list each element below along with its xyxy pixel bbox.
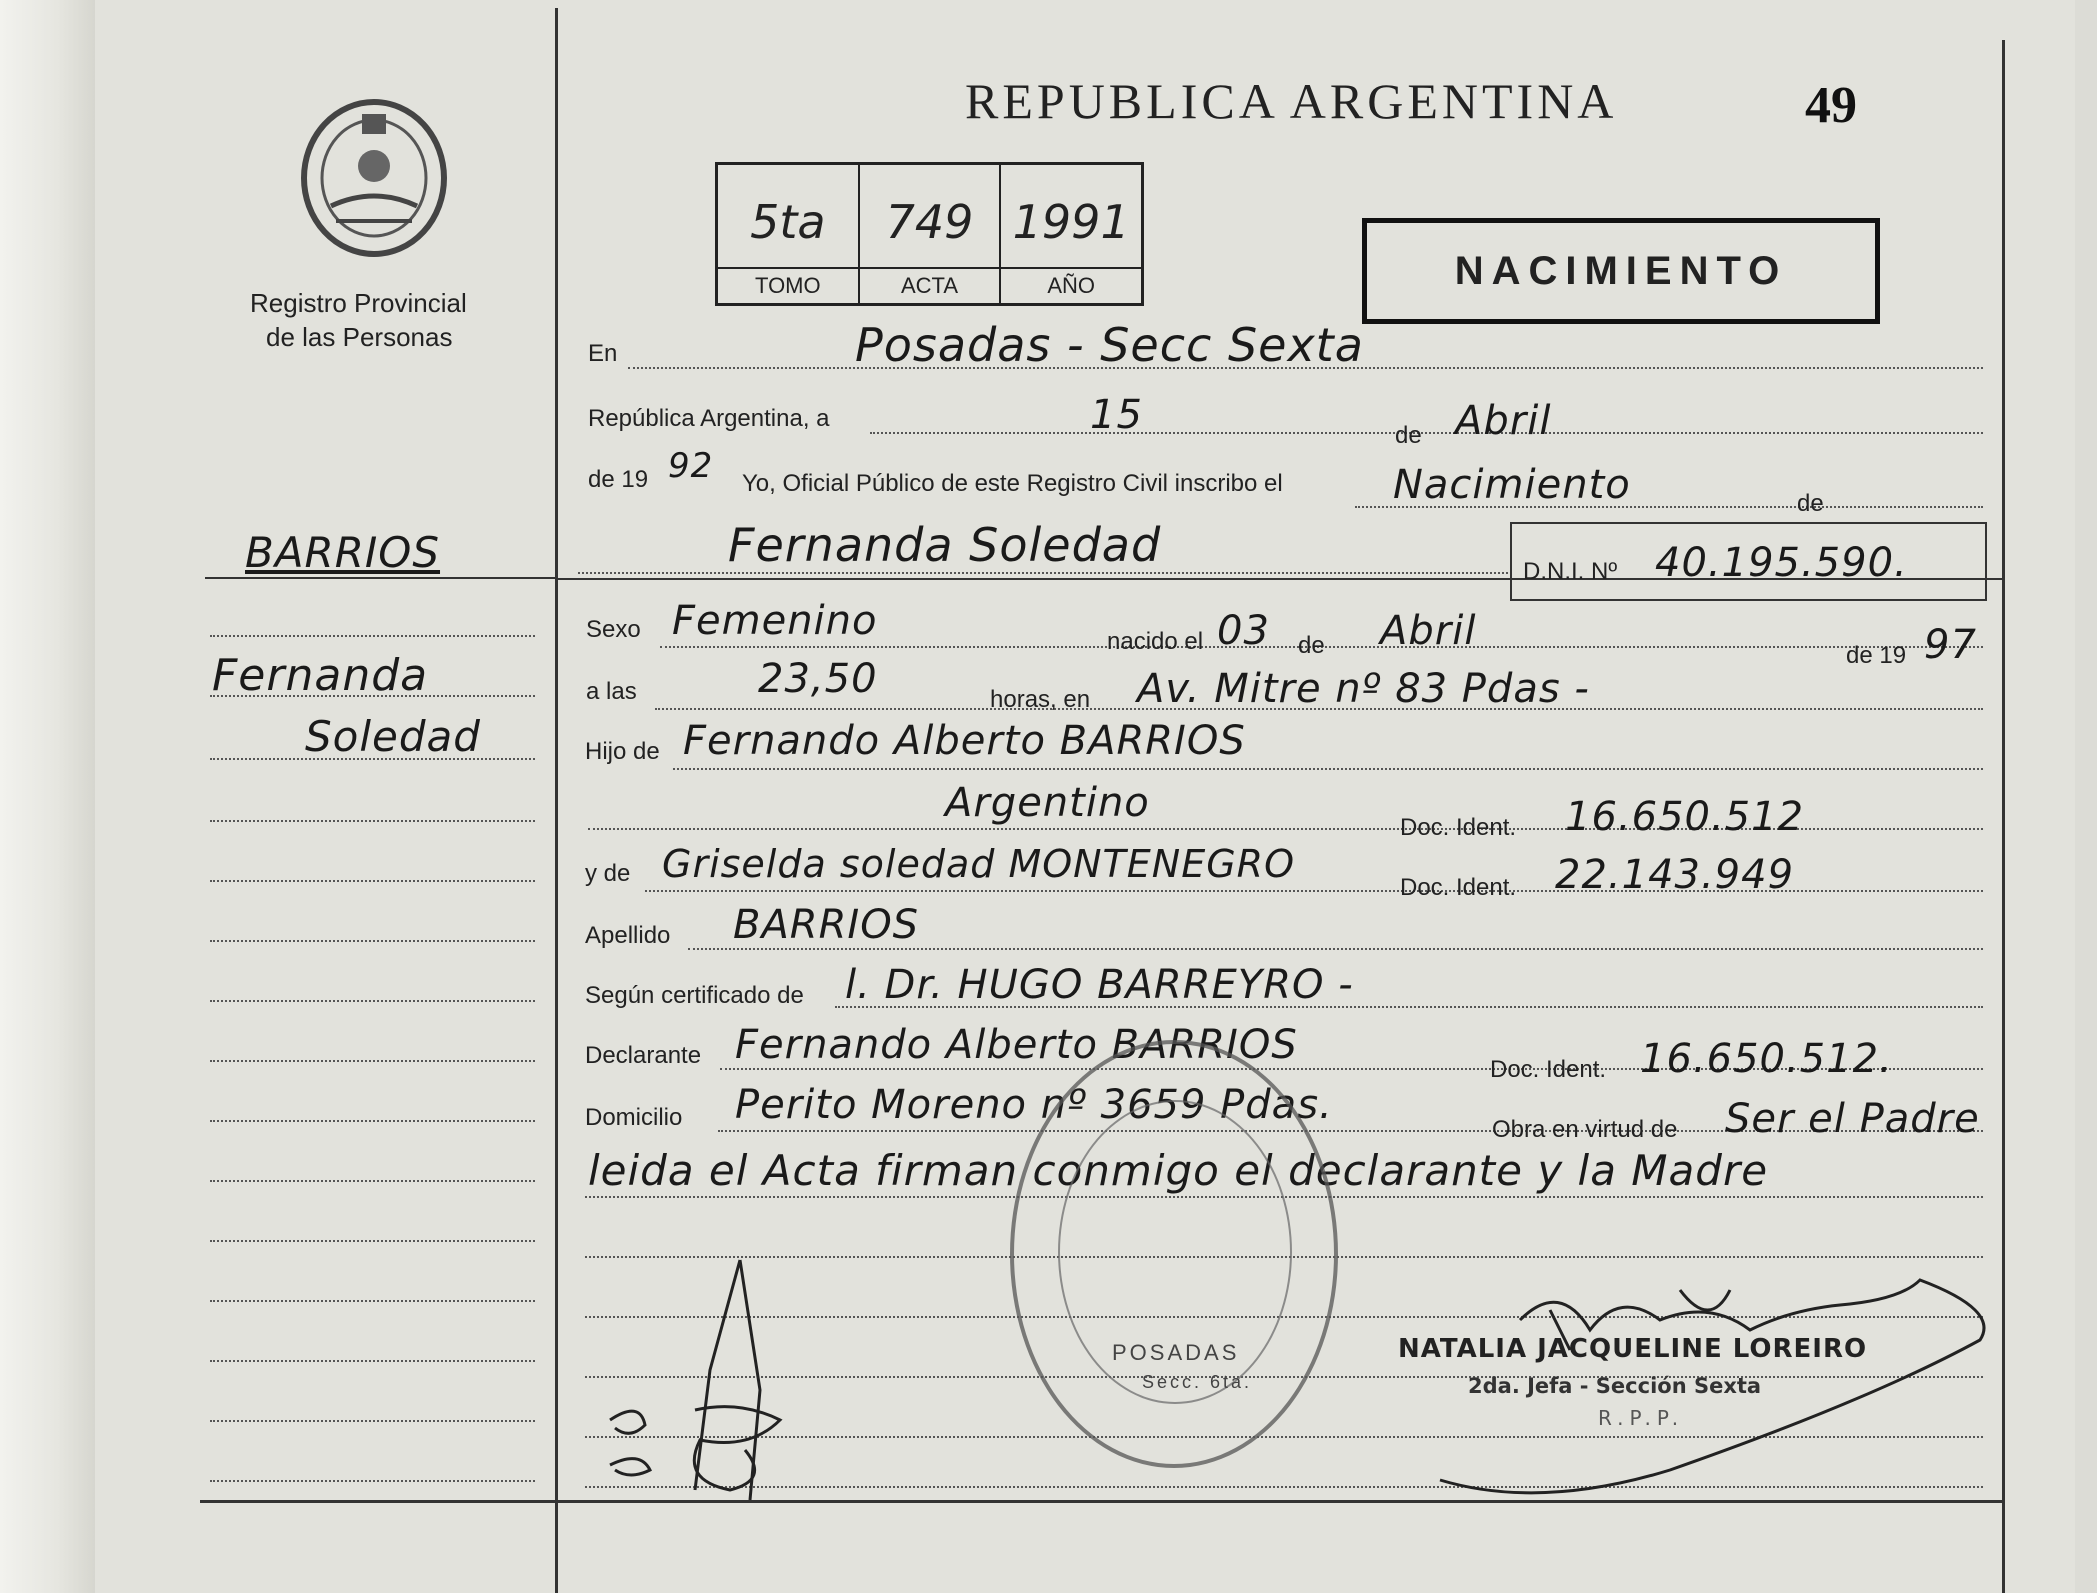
registry-abbr: R.P.P.	[1598, 1406, 1685, 1430]
margin-line	[210, 940, 535, 942]
yo-text: Yo, Oficial Público de este Registro Civil inscribo el	[742, 470, 1283, 497]
anio-label: AÑO	[1001, 267, 1141, 303]
official-title: 2da. Jefa - Sección Sexta	[1468, 1374, 1762, 1398]
margin-line	[210, 820, 535, 822]
anio-cell	[1001, 165, 1141, 303]
province-seal-icon	[296, 96, 452, 260]
segun-label: Según certificado de	[585, 982, 804, 1009]
domicilio-value: Perito Moreno nº 3659 Pdas.	[735, 1082, 1333, 1128]
mother-value: Griselda soledad MONTENEGRO	[662, 842, 1295, 886]
leida-value: leida el Acta firman conmigo el declarante y la Madre	[588, 1146, 1769, 1195]
doc-label-3: Doc. Ident.	[1490, 1056, 1607, 1083]
margin-line	[210, 1240, 535, 1242]
acta-value: 749	[885, 195, 974, 249]
margin-line	[210, 880, 535, 882]
segun-value: l. Dr. HUGO BARREYRO -	[845, 962, 1354, 1008]
margin-given-name-1: Fernanda	[212, 650, 429, 701]
horas-label: horas, en	[990, 686, 1091, 713]
acta-cell	[860, 165, 1002, 303]
republica-label: República Argentina, a	[588, 405, 830, 432]
margin-line	[210, 1420, 535, 1422]
dni-label: D.N.I. Nº	[1523, 558, 1618, 585]
record-reference-box	[715, 162, 1144, 306]
apellido-label: Apellido	[585, 922, 671, 949]
father-doc: 16.650.512	[1565, 794, 1805, 840]
mother-doc: 22.143.949	[1555, 852, 1795, 898]
de-label-2: de	[1797, 490, 1824, 517]
year-value: 92	[668, 446, 714, 486]
name-line	[578, 572, 1508, 574]
sexo-value: Femenino	[672, 598, 878, 644]
margin-line	[210, 695, 535, 697]
en-value: Posadas - Secc Sexta	[855, 318, 1364, 372]
margin-line	[210, 1180, 535, 1182]
month-value: Abril	[1455, 398, 1552, 444]
apellido-line	[688, 948, 1983, 950]
doc-label-1: Doc. Ident.	[1400, 814, 1517, 841]
inscribe-value: Nacimiento	[1393, 462, 1631, 508]
stamp-city: POSADAS	[1112, 1340, 1240, 1365]
hijo-label: Hijo de	[585, 738, 660, 765]
margin-line	[210, 1120, 535, 1122]
domicilio-label: Domicilio	[585, 1104, 683, 1131]
sexo-label: Sexo	[586, 616, 641, 643]
place-value: Av. Mitre nº 83 Pdas -	[1137, 666, 1590, 712]
en-label: En	[588, 340, 618, 367]
yde-label: y de	[585, 860, 631, 887]
margin-line	[210, 1360, 535, 1362]
margin-line	[210, 1060, 535, 1062]
obra-value: Ser el Padre	[1725, 1096, 1980, 1142]
acta-label: ACTA	[860, 267, 1000, 303]
stamp-section: Secc. 6ta.	[1142, 1372, 1253, 1392]
father-line	[673, 768, 1983, 770]
margin-surname: BARRIOS	[245, 528, 441, 577]
birth-year: 97	[1924, 622, 1977, 668]
father-nationality: Argentino	[945, 780, 1150, 826]
registry-name-line2: de las Personas	[266, 322, 453, 352]
margin-line	[210, 758, 535, 760]
birth-day: 03	[1217, 608, 1270, 654]
page-number: 49	[1805, 77, 1857, 134]
margin-line	[210, 1000, 535, 1002]
margin-given-name-2: Soledad	[305, 712, 481, 761]
obra-label: Obra en virtud de	[1492, 1116, 1678, 1143]
father-value: Fernando Alberto BARRIOS	[683, 718, 1246, 764]
margin-line	[210, 635, 535, 637]
country-title: REPUBLICA ARGENTINA	[965, 73, 1618, 129]
certificate-type-box: NACIMIENTO	[1362, 218, 1880, 324]
nacido-label: nacido el	[1107, 628, 1204, 655]
child-name-value: Fernanda Soledad	[728, 518, 1162, 572]
declarante-value: Fernando Alberto BARRIOS	[735, 1022, 1298, 1068]
de19-label: de 19	[1846, 642, 1907, 669]
margin-surname-rule	[205, 577, 558, 579]
birth-month: Abril	[1380, 608, 1477, 654]
alas-label: a las	[586, 678, 637, 705]
de-label-3: de	[1298, 632, 1325, 659]
margin-line	[210, 1300, 535, 1302]
tomo-value: 5ta	[750, 195, 826, 249]
margin-line	[210, 1480, 535, 1482]
year-prefix: de 19	[588, 466, 649, 493]
hour-value: 23,50	[758, 656, 878, 702]
anio-value: 1991	[1012, 195, 1130, 249]
apellido-value: BARRIOS	[733, 902, 920, 948]
declarante-label: Declarante	[585, 1042, 702, 1069]
dni-value: 40.195.590.	[1655, 540, 1908, 586]
official-name: NATALIA JACQUELINE LOREIRO	[1398, 1334, 1868, 1364]
declarant-signature	[600, 1250, 860, 1530]
registry-name-line1: Registro Provincial	[250, 288, 467, 318]
declarante-doc: 16.650.512.	[1640, 1036, 1893, 1082]
day-value: 15	[1090, 392, 1143, 438]
date-line	[870, 432, 1983, 434]
bottom-rule	[200, 1500, 2005, 1503]
book-binding-edge	[0, 0, 95, 1593]
tomo-cell	[718, 165, 860, 303]
left-column-divider	[555, 8, 558, 1593]
doc-label-2: Doc. Ident.	[1400, 874, 1517, 901]
de-label: de	[1395, 422, 1422, 449]
tomo-label: TOMO	[718, 267, 858, 303]
